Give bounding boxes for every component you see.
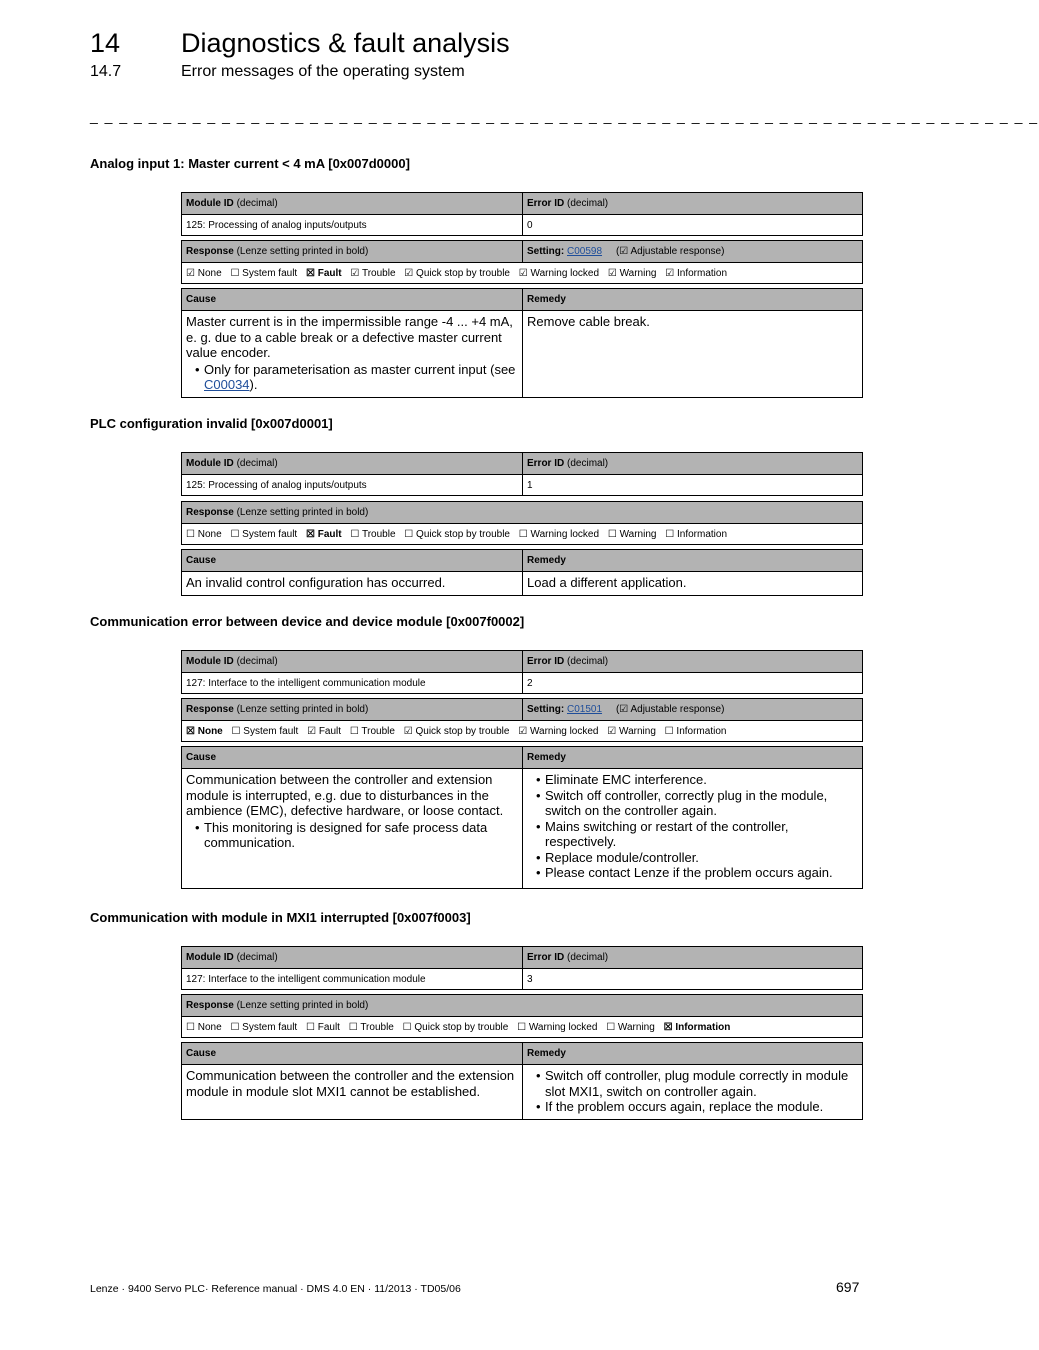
response-header: Response (Lenze setting printed in bold) (182, 241, 523, 263)
remedy-item: • Switch off controller, correctly plug in the module, switch on the controller again. (545, 788, 858, 819)
setting-header: Setting: C01501 (☑ Adjustable response) (523, 699, 863, 721)
cause-cell: Communication between the controller and the extension module in module slot MXI1 cannot be established. (182, 1065, 523, 1120)
header-dashed-rule: _ _ _ _ _ _ _ _ _ _ _ _ _ _ _ _ _ _ _ _ _ _ _ _ _ _ _ _ _ _ _ _ _ _ _ _ _ _ _ _ _ _ _ _ _ _ _ _ _ _ _ _ _ _ _ _ _ _ _ _ _ _ _ _ _ (90, 108, 1039, 124)
response-option: ☒ Fault (305, 267, 342, 279)
module-id-header: Module ID (decimal) (182, 947, 523, 969)
cause-bullet: • This monitoring is designed for safe process data communication. (204, 820, 518, 851)
module-id-header: Module ID (decimal) (182, 651, 523, 673)
response-option: ☐ System fault (231, 725, 299, 737)
response-option: ☐ System fault (230, 1021, 298, 1033)
module-id-value: 125: Processing of analog inputs/outputs (182, 215, 523, 236)
remedy-item: • Mains switching or restart of the controller, respectively. (545, 819, 858, 850)
response-option: ☐ Trouble (348, 1021, 394, 1033)
response-table (181, 240, 863, 284)
setting-header: Setting: C00598 (☑ Adjustable response) (523, 241, 863, 263)
response-option: ☐ Trouble (349, 725, 395, 737)
remedy-item: • Switch off controller, plug module correctly in module slot MXI1, switch on controller again. (545, 1068, 858, 1099)
response-option: ☑ Warning (607, 725, 656, 737)
error-id-header: Error ID (decimal) (523, 651, 863, 673)
remedy-cell (523, 769, 863, 889)
error-id-header: Error ID (decimal) (523, 193, 863, 215)
response-option: ☐ Information (664, 725, 727, 737)
response-option: ☑ Quick stop by trouble (404, 267, 510, 279)
response-option: ☒ None (186, 725, 223, 737)
error-table (181, 452, 863, 496)
response-option: ☐ Warning locked (518, 528, 600, 540)
response-options (182, 721, 863, 742)
module-id-header: Module ID (decimal) (182, 453, 523, 475)
response-option: ☑ None (186, 267, 222, 279)
response-header: Response (Lenze setting printed in bold) (182, 995, 863, 1017)
error-id-value: 0 (523, 215, 863, 236)
remedy-cell: Remove cable break. (523, 311, 863, 398)
cause-header: Cause (182, 550, 523, 572)
page-number: 697 (836, 1279, 860, 1295)
response-option: ☑ Fault (307, 725, 342, 737)
parameter-link[interactable]: C00034 (204, 377, 250, 392)
chapter-title: Diagnostics & fault analysis (181, 28, 510, 58)
cause-cell (182, 311, 523, 398)
response-option: ☑ Warning (607, 267, 657, 279)
remedy-item: • Eliminate EMC interference. (545, 772, 858, 788)
response-option: ☑ Warning locked (518, 725, 599, 737)
response-options (182, 524, 863, 545)
remedy-cell: Load a different application. (523, 572, 863, 596)
response-options (182, 1017, 863, 1038)
cause-remedy-table (181, 746, 863, 889)
response-option: ☐ Trouble (350, 528, 396, 540)
response-option: ☐ System fault (230, 528, 298, 540)
cause-header: Cause (182, 289, 523, 311)
section-heading: Analog input 1: Master current < 4 mA [0x007d0000] (90, 156, 410, 171)
response-option: ☒ Fault (305, 528, 342, 540)
error-id-header: Error ID (decimal) (523, 453, 863, 475)
error-table (181, 650, 863, 694)
response-option: ☐ Fault (305, 1021, 340, 1033)
section-title: Error messages of the operating system (181, 63, 465, 80)
response-header: Response (Lenze setting printed in bold) (182, 699, 523, 721)
cause-remedy-table (181, 1042, 863, 1120)
error-table (181, 946, 863, 990)
error-id-value: 3 (523, 969, 863, 990)
setting-code-link[interactable]: C00598 (567, 246, 603, 257)
response-options (182, 263, 863, 284)
response-option: ☐ None (186, 528, 222, 540)
cause-text: Master current is in the impermissible range -4 ... +4 mA, e. g. due to a cable break or a defective master current value encoder. (186, 314, 513, 360)
response-option: ☑ Information (665, 267, 728, 279)
remedy-header: Remedy (523, 1043, 863, 1065)
cause-bullet: • Only for parameterisation as master current input (see C00034). (204, 362, 518, 393)
error-id-header: Error ID (decimal) (523, 947, 863, 969)
response-option: ☒ Information (663, 1021, 731, 1033)
response-option: ☐ None (186, 1021, 222, 1033)
cause-header: Cause (182, 747, 523, 769)
response-option: ☑ Trouble (350, 267, 396, 279)
cause-remedy-table (181, 288, 863, 398)
footer-text: Lenze · 9400 Servo PLC· Reference manual · DMS 4.0 EN · 11/2013 · TD05/06 (90, 1283, 461, 1295)
response-option: ☐ Quick stop by trouble (404, 528, 510, 540)
section-heading: PLC configuration invalid [0x007d0001] (90, 416, 333, 431)
response-table (181, 501, 863, 545)
response-option: ☑ Quick stop by trouble (403, 725, 510, 737)
section-number: 14.7 (90, 63, 122, 80)
remedy-item: • If the problem occurs again, replace the module. (545, 1099, 858, 1115)
remedy-item: • Please contact Lenze if the problem occurs again. (545, 865, 858, 881)
chapter-number: 14 (90, 28, 121, 58)
response-table (181, 994, 863, 1038)
response-option: ☐ Warning (606, 1021, 655, 1033)
section-heading: Communication with module in MXI1 interrupted [0x007f0003] (90, 910, 471, 925)
response-table (181, 698, 863, 742)
module-id-value: 127: Interface to the intelligent communication module (182, 673, 523, 694)
response-option: ☐ Warning locked (517, 1021, 598, 1033)
module-id-value: 125: Processing of analog inputs/outputs (182, 475, 523, 496)
response-option: ☐ Information (665, 528, 728, 540)
response-option: ☐ System fault (230, 267, 298, 279)
response-option: ☐ Warning (607, 528, 657, 540)
cause-cell: An invalid control configuration has occurred. (182, 572, 523, 596)
error-table (181, 192, 863, 236)
cause-cell (182, 769, 523, 889)
response-option: ☑ Warning locked (518, 267, 600, 279)
remedy-header: Remedy (523, 747, 863, 769)
setting-code-link[interactable]: C01501 (567, 704, 603, 715)
cause-text: Communication between the controller and extension module is interrupted, e.g. due to disturbances in the ambience (EMC), defective hardware, or loose contact. (186, 772, 504, 818)
remedy-cell (523, 1065, 863, 1120)
section-heading: Communication error between device and device module [0x007f0002] (90, 614, 525, 629)
module-id-header: Module ID (decimal) (182, 193, 523, 215)
remedy-header: Remedy (523, 289, 863, 311)
remedy-item: • Replace module/controller. (545, 850, 858, 866)
error-id-value: 1 (523, 475, 863, 496)
response-option: ☐ Quick stop by trouble (402, 1021, 509, 1033)
remedy-header: Remedy (523, 550, 863, 572)
response-header: Response (Lenze setting printed in bold) (182, 502, 863, 524)
error-id-value: 2 (523, 673, 863, 694)
cause-remedy-table (181, 549, 863, 596)
cause-header: Cause (182, 1043, 523, 1065)
module-id-value: 127: Interface to the intelligent communication module (182, 969, 523, 990)
